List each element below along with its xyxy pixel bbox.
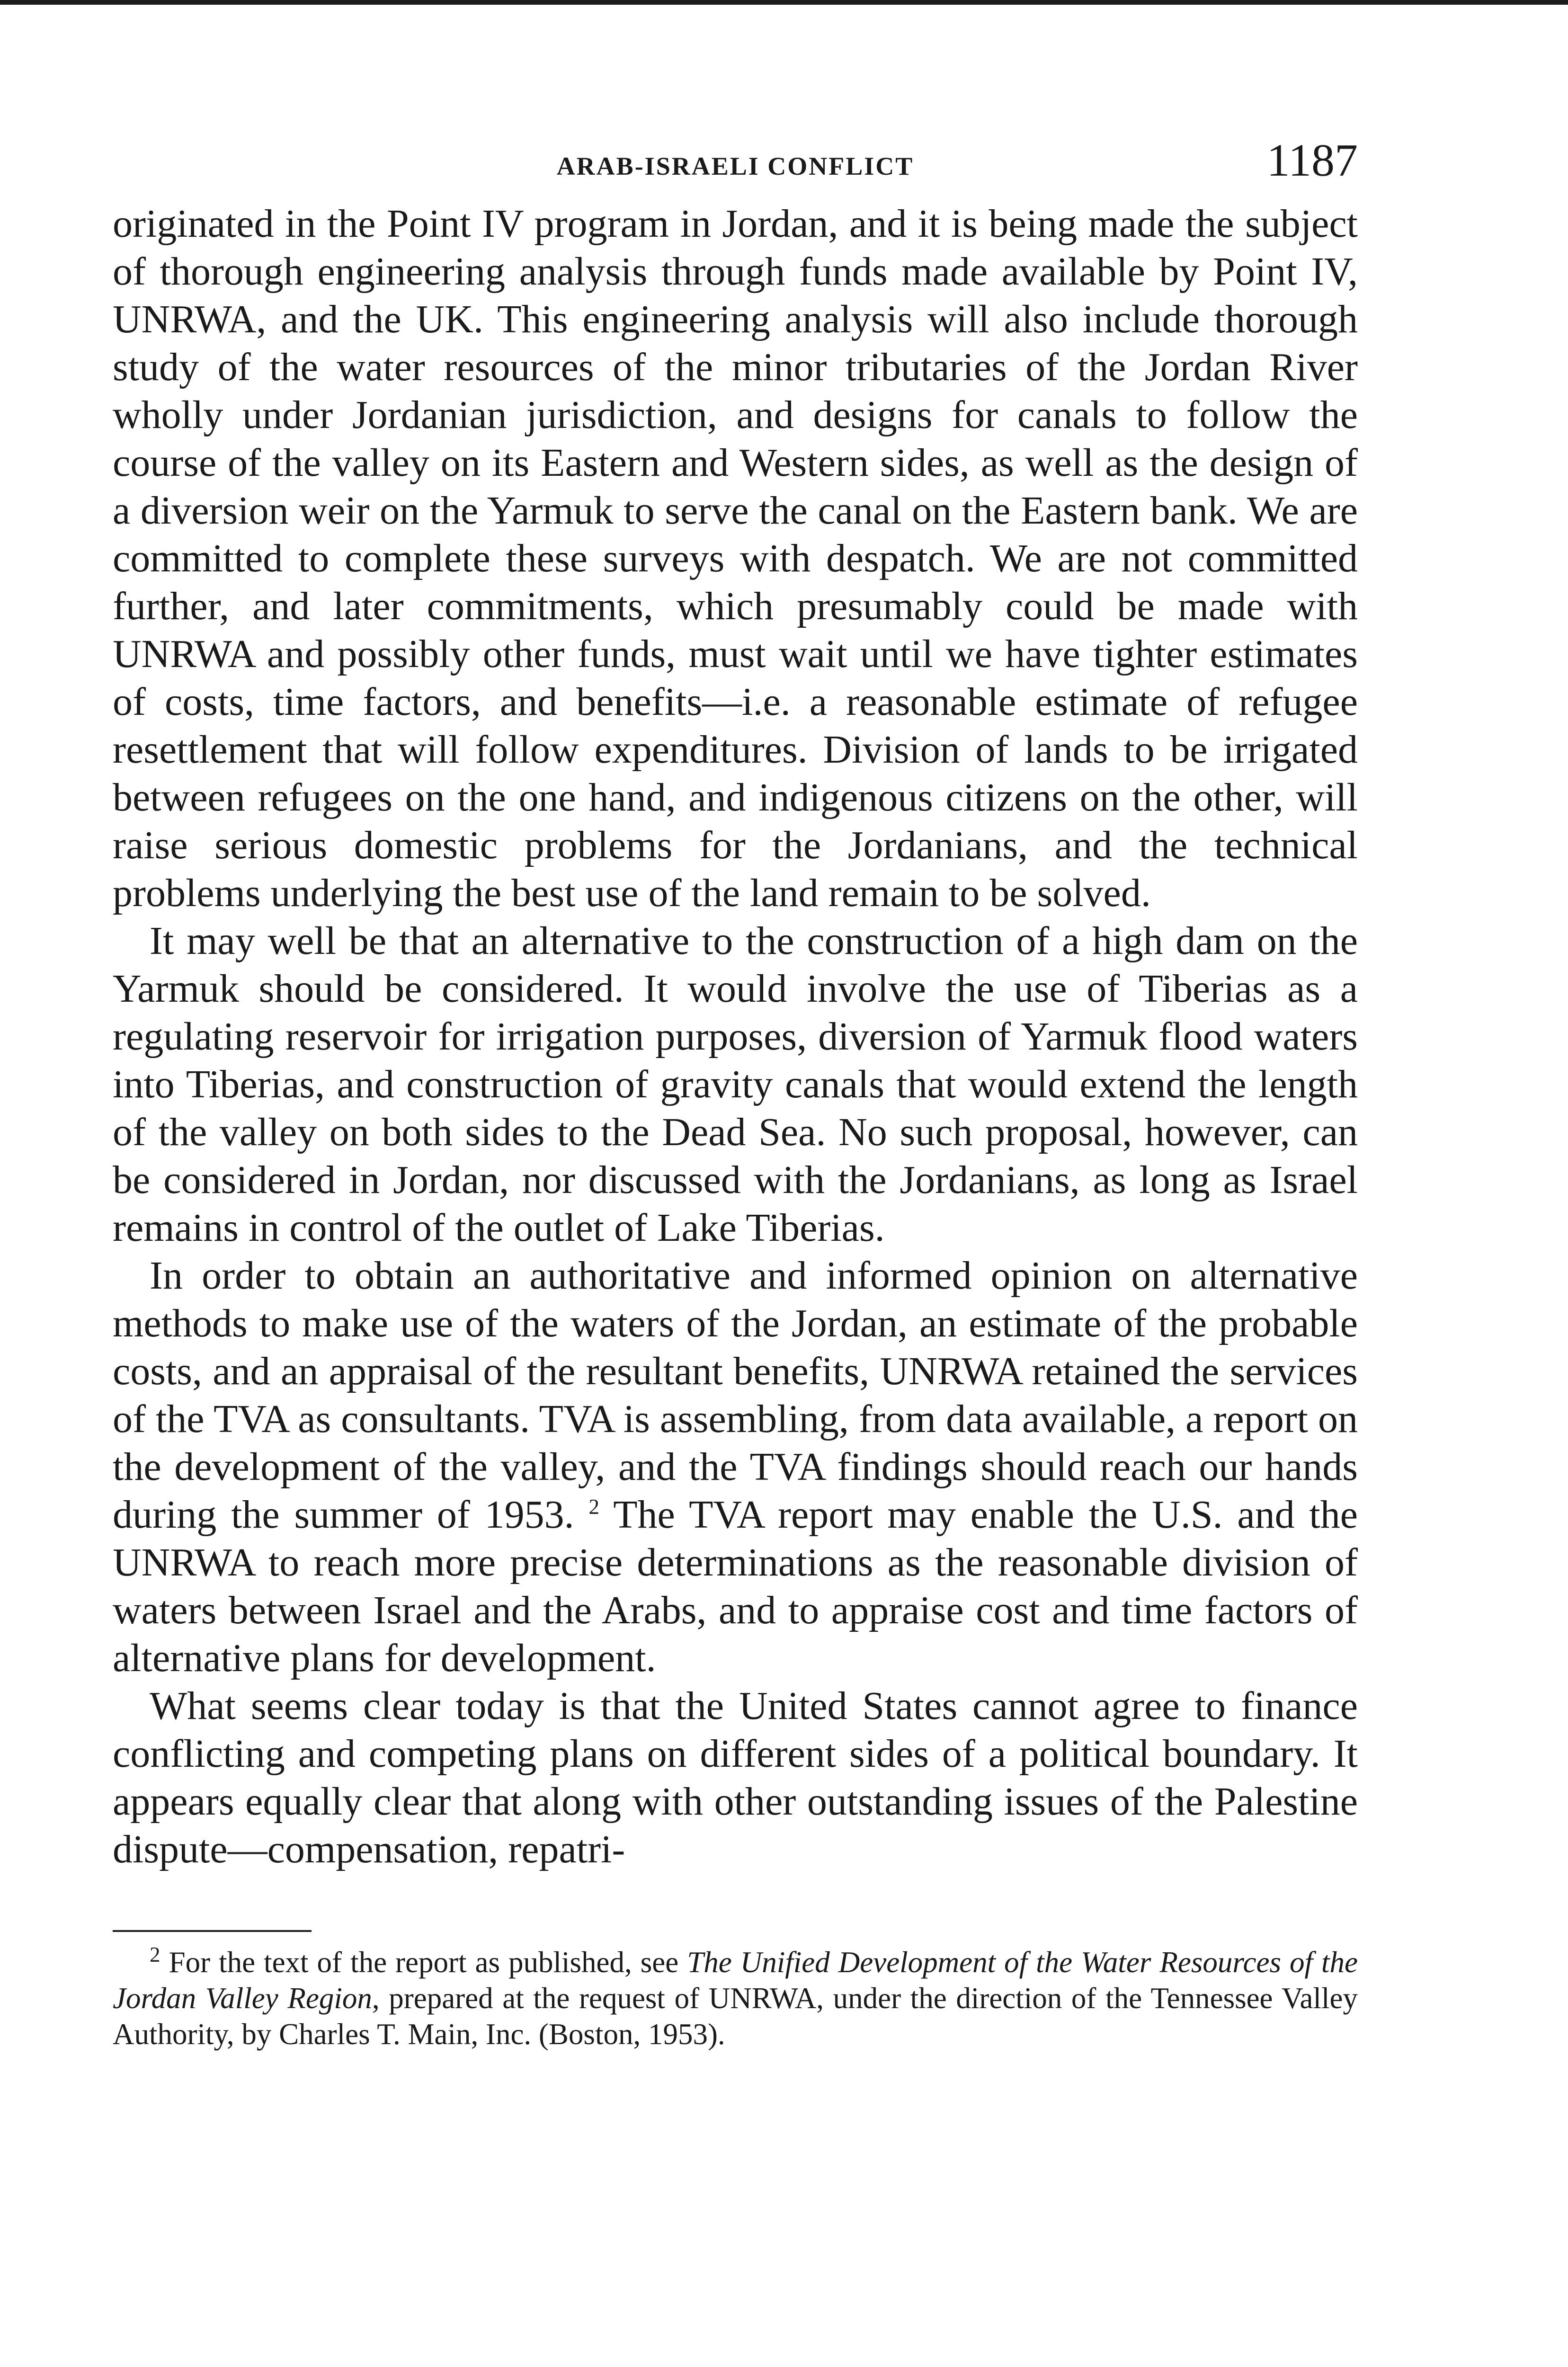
footnote-report-title: The Unified Development of the Water Resources of the Jordan Valley Region [113,1946,1358,2015]
paragraph-conclusion: What seems clear today is that the United States cannot agree to finance conflicting and competing plans on different sides of a political boundary. It appears equally clear that along with other outstanding issues of the Palestine dispute—compensation, repatri- [113,1684,1358,1871]
footnote-text-intro: For the text of the report as published, see [160,1946,687,1979]
top-border-rule [0,0,1568,5]
running-title: ARAB-ISRAELI CONFLICT [556,152,914,180]
footnote-divider [113,1930,312,1932]
body-text [113,200,1358,1873]
running-header [113,133,1358,194]
footnote-mark: 2 [150,1943,160,1967]
footnote-text-details: , prepared at the request of UNRWA, under the direction of the Tennessee Valley Authority, by Charles T. Main, Inc. (Boston, 1953). [113,1982,1358,2051]
paragraph-tva-consultants [113,1252,1358,1682]
page-number: 1187 [1266,135,1358,186]
paragraph-text-before-note: In order to obtain an authoritative and informed opinion on alternative methods to make use of the waters of the Jordan, an estimate of the probable costs, and an appraisal of the resultant benefits, UNRWA retained the services of the TVA as consultants. TVA is assembling, from data available, a report on the development of the valley, and the TVA findings should reach our hands during the summer of 1953. [113,1254,1358,1537]
document-page [113,133,1358,2052]
paragraph-text-after-note: The TVA report may enable the U.S. and the UNRWA to reach more precise determinations as the reasonable division of waters between Israel and the Arabs, and to appraise cost and time factors of alternative plans for development. [113,1493,1358,1680]
paragraph-continued: originated in the Point IV program in Jordan, and it is being made the subject of thorough engineering analysis through funds made available by Point IV, UNRWA, and the UK. This engineering analysis will also include thorough study of the water resources of the minor tributaries of the Jordan River wholly under Jordanian jurisdiction, and designs for canals to follow the course of the valley on its Eastern and Western sides, as well as the design of a diversion weir on the Yarmuk to serve the canal on the Eastern bank. We are committed to complete these surveys with despatch. We are not committed further, and later commitments, which presumably could be made with UNRWA and possibly other funds, must wait until we have tighter estimates of costs, time factors, and benefits—i.e. a reasonable estimate of refugee resettlement that will follow expenditures. Division of lands to be irrigated between refugees on the one hand, and indigenous citizens on the other, will raise serious domestic problems for the Jordanians, and the technical problems underlying the best use of the land remain to be solved. [113,202,1358,915]
paragraph-high-dam-alternative: It may well be that an alternative to the construction of a high dam on the Yarmuk should be considered. It would involve the use of Tiberias as a regulating reservoir for irrigation purposes, diversion of Yarmuk flood waters into Tiberias, and construction of gravity canals that would extend the length of the valley on both sides to the Dead Sea. No such proposal, however, can be considered in Jordan, nor discussed with the Jordanians, as long as Israel remains in control of the outlet of Lake Tiberias. [113,919,1358,1250]
footnote [113,1944,1358,2052]
footnote-reference[interactable]: 2 [588,1495,599,1519]
